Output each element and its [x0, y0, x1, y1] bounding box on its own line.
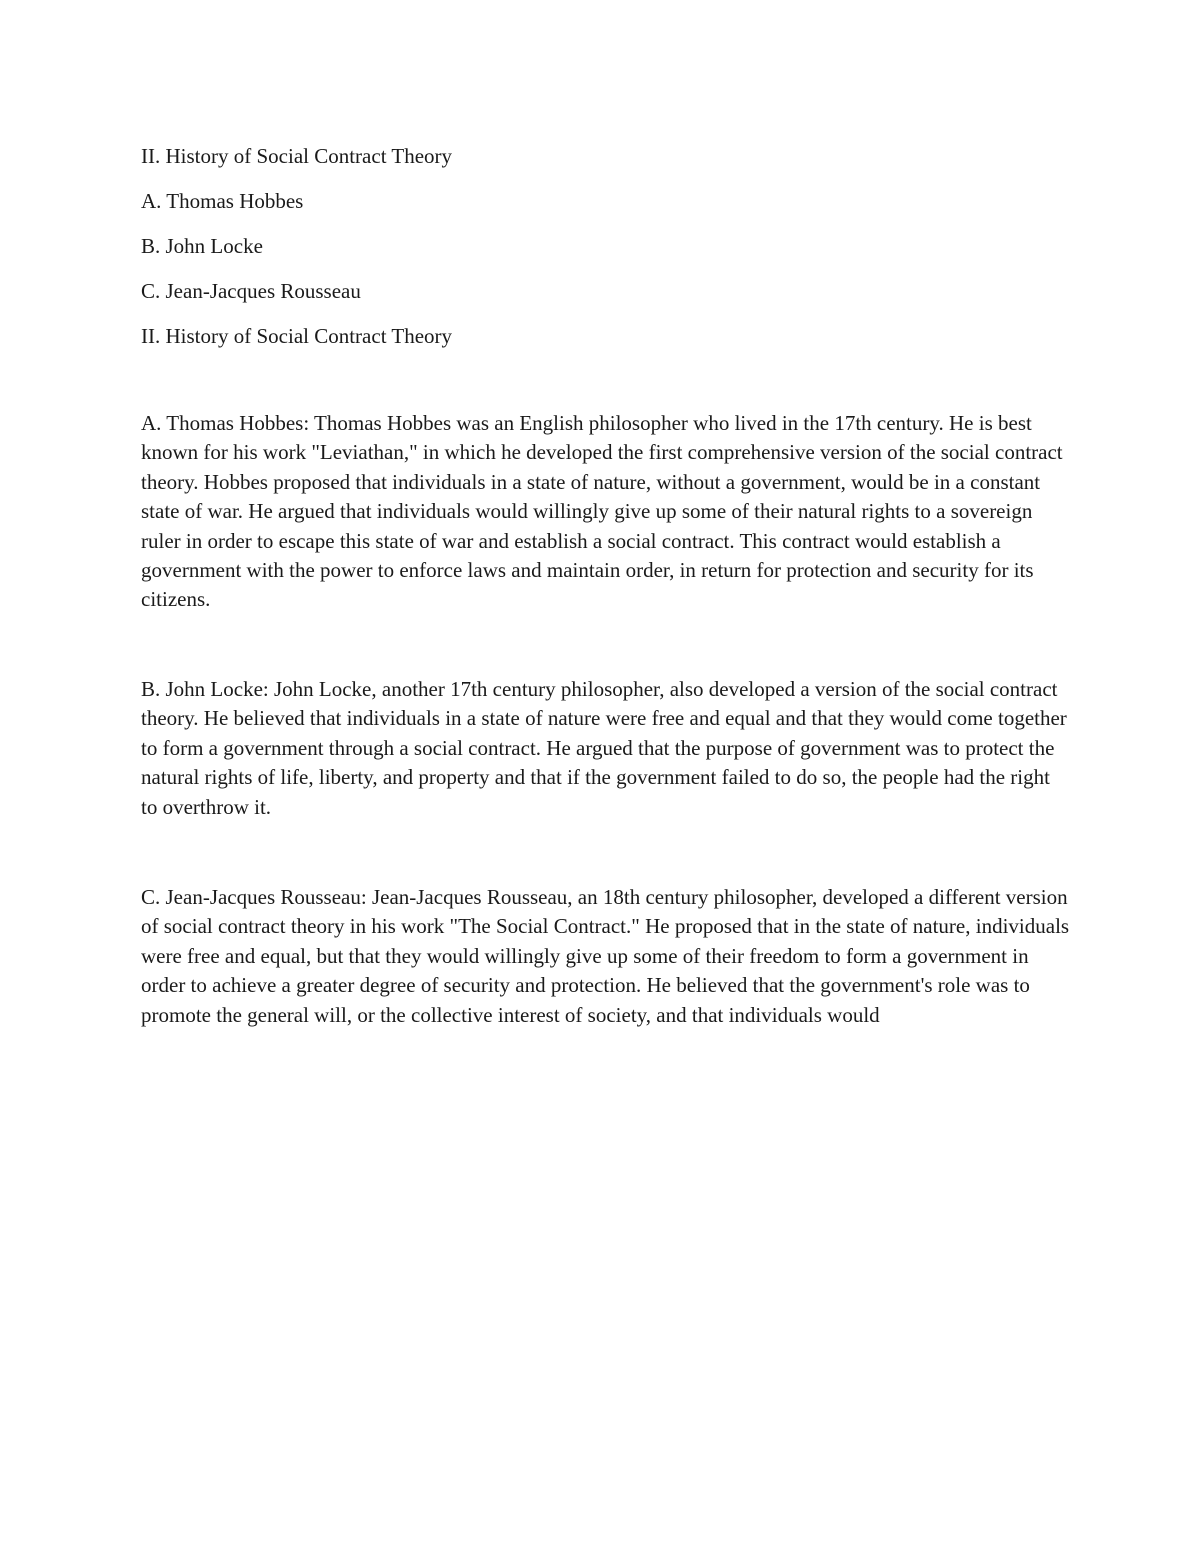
outline-list — [141, 141, 1061, 366]
paragraph-rousseau: C. Jean-Jacques Rousseau: Jean-Jacques Rousseau, an 18th century philosopher, developed a different version of social contract theory in his work "The Social Contract." He proposed that in the state of nature, individuals were free and equal, but that they would willingly give up some of their freedom to form a government in order to achieve a greater degree of security and protection. He believed that the government's role was to promote the general will, or the collective interest of society, and that individuals would — [141, 885, 1070, 1027]
outline-heading-history: II. History of Social Contract Theory — [141, 144, 453, 168]
outline-item-locke: B. John Locke — [141, 234, 263, 258]
outline-item-hobbes: A. Thomas Hobbes — [141, 189, 304, 213]
outline-item-rousseau: C. Jean-Jacques Rousseau — [141, 279, 361, 303]
paragraph-locke: B. John Locke: John Locke, another 17th century philosopher, also developed a version of the social contract theory. He believed that individuals in a state of nature were free and equal and that they would come together to form a government through a social contract. He argued that the purpose of government was to protect the natural rights of life, liberty, and property and that if the government failed to do so, the people had the right to overthrow it. — [141, 677, 1067, 819]
paragraph-hobbes: A. Thomas Hobbes: Thomas Hobbes was an English philosopher who lived in the 17th century. He is best known for his work "Leviathan," in which he developed the first comprehensive version of the social contract theory. Hobbes proposed that individuals in a state of nature, without a government, would be in a constant state of war. He argued that individuals would willingly give up some of their natural rights to a sovereign ruler in order to escape this state of war and establish a social contract. This contract would establish a government with the power to enforce laws and maintain order, in return for protection and security for its citizens. — [141, 411, 1063, 612]
outline-heading-history-repeat: II. History of Social Contract Theory — [141, 324, 453, 348]
